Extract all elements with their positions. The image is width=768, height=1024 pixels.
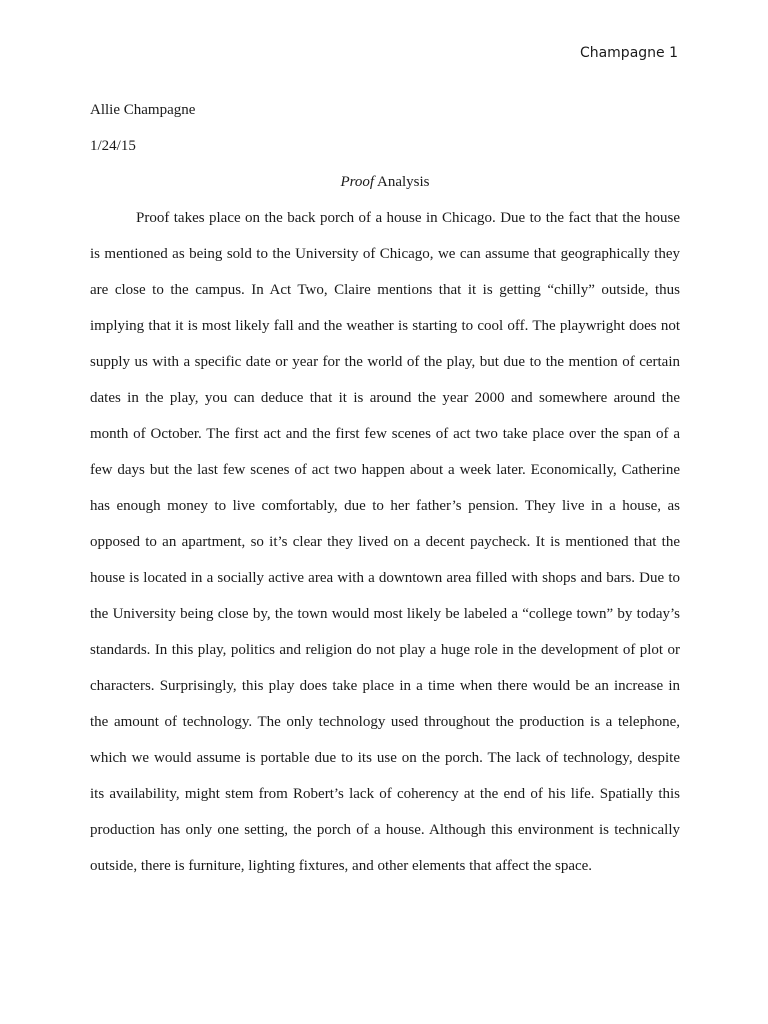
- paragraph-line: the amount of technology. The only technology used throughout the production is a telephone,: [90, 714, 680, 730]
- paragraph-line: Proof takes place on the back porch of a house in Chicago. Due to the fact that the house: [136, 210, 680, 226]
- paragraph-line: the University being close by, the town would most likely be labeled a “college town” by today’s: [90, 606, 680, 622]
- paragraph-line: dates in the play, you can deduce that it is around the year 2000 and somewhere around the: [90, 390, 680, 406]
- paragraph-line: characters. Surprisingly, this play does take place in a time when there would be an increase in: [90, 678, 680, 694]
- paragraph-line: outside, there is furniture, lighting fixtures, and other elements that affect the space.: [90, 858, 593, 874]
- author-name: Allie Champagne: [90, 102, 196, 118]
- essay-paragraph: [90, 200, 680, 884]
- paragraph-line: standards. In this play, politics and religion do not play a huge role in the development of plot or: [90, 642, 680, 658]
- essay-title: [90, 164, 680, 200]
- paragraph-line: supply us with a specific date or year for the world of the play, but due to the mention of certain: [90, 354, 680, 370]
- paragraph-line: few days but the last few scenes of act two happen about a week later. Economically, Catherine: [90, 462, 680, 478]
- paragraph-line: month of October. The first act and the first few scenes of act two take place over the span of a: [90, 426, 680, 442]
- title-italic: Proof: [340, 174, 375, 190]
- paragraph-line: opposed to an apartment, so it’s clear they lived on a decent paycheck. It is mentioned that the: [90, 534, 680, 550]
- date: 1/24/15: [90, 138, 136, 154]
- paragraph-line: are close to the campus. In Act Two, Claire mentions that it is getting “chilly” outside, thus: [90, 282, 680, 298]
- title-rest: Analysis: [374, 174, 430, 190]
- body-text: [90, 92, 680, 884]
- paragraph-line: which we would assume is portable due to its use on the porch. The lack of technology, despite: [90, 750, 680, 766]
- paragraph-line: its availability, might stem from Robert’s lack of coherency at the end of his life. Spatially this: [90, 786, 680, 802]
- running-header: Champagne 1: [579, 45, 678, 61]
- paragraph-line: is mentioned as being sold to the University of Chicago, we can assume that geographically they: [90, 246, 680, 262]
- paragraph-line: has enough money to live comfortably, due to her father’s pension. They live in a house, as: [90, 498, 680, 514]
- paragraph-line: implying that it is most likely fall and the weather is starting to cool off. The playwright does not: [90, 318, 680, 334]
- paragraph-line: house is located in a socially active area with a downtown area filled with shops and bars. Due to: [90, 570, 680, 586]
- paragraph-line: production has only one setting, the porch of a house. Although this environment is technically: [90, 822, 680, 838]
